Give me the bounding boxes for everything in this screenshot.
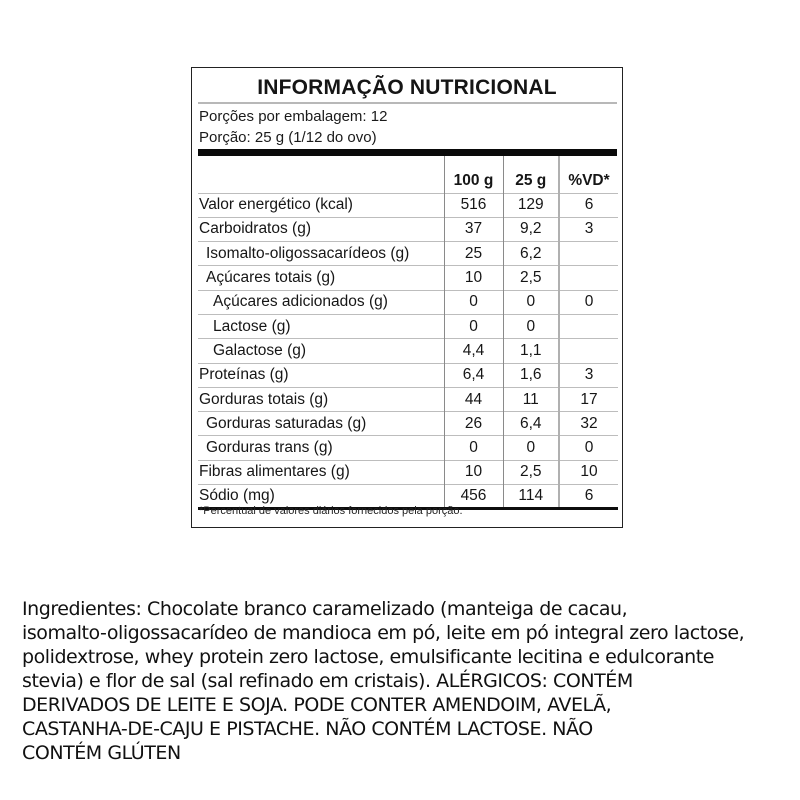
- nutrient-label: Valor energético (kcal): [198, 193, 444, 217]
- table-row: [198, 266, 618, 290]
- table-row: [198, 193, 618, 217]
- nutrient-label: Lactose (g): [198, 314, 444, 338]
- value-per-25g: 1,1: [503, 339, 559, 363]
- value-per-25g: 0: [503, 436, 559, 460]
- value-percent-dv: 3: [559, 217, 618, 241]
- value-per-100g: 4,4: [444, 339, 503, 363]
- nutrient-label: Isomalto-oligossacarídeos (g): [198, 242, 444, 266]
- value-percent-dv: 0: [559, 436, 618, 460]
- value-per-25g: 6,4: [503, 412, 559, 436]
- value-per-25g: 0: [503, 314, 559, 338]
- nutrient-label: Açúcares totais (g): [198, 266, 444, 290]
- table-row: [198, 217, 618, 241]
- value-percent-dv: 6: [559, 193, 618, 217]
- nutrient-label: Carboidratos (g): [198, 217, 444, 241]
- nutrient-label: Gorduras trans (g): [198, 436, 444, 460]
- value-per-100g: 516: [444, 193, 503, 217]
- nutrient-label: Gorduras saturadas (g): [198, 412, 444, 436]
- value-percent-dv: 32: [559, 412, 618, 436]
- table-row: [198, 412, 618, 436]
- value-per-100g: 456: [444, 485, 503, 509]
- value-percent-dv: [559, 266, 618, 290]
- table-row: [198, 387, 618, 411]
- value-percent-dv: [559, 314, 618, 338]
- value-per-25g: 0: [503, 290, 559, 314]
- value-per-25g: 11: [503, 387, 559, 411]
- value-per-100g: 25: [444, 242, 503, 266]
- value-percent-dv: [559, 339, 618, 363]
- nutrient-label: Açúcares adicionados (g): [198, 290, 444, 314]
- serving-size: Porção: 25 g (1/12 do ovo): [199, 129, 377, 146]
- value-per-25g: 6,2: [503, 242, 559, 266]
- value-per-100g: 10: [444, 266, 503, 290]
- table-row: [198, 314, 618, 338]
- value-per-100g: 26: [444, 412, 503, 436]
- column-header-vd: %VD*: [559, 156, 618, 193]
- title-divider: [198, 102, 617, 104]
- value-per-25g: 1,6: [503, 363, 559, 387]
- nutrient-label: Gorduras totais (g): [198, 387, 444, 411]
- table-row: [198, 436, 618, 460]
- ingredients-text: [22, 597, 792, 765]
- value-percent-dv: 3: [559, 363, 618, 387]
- table-row: [198, 242, 618, 266]
- vd-footnote: *Percentual de valores diários fornecidos pela porção.: [199, 505, 463, 517]
- value-per-25g: 129: [503, 193, 559, 217]
- nutrition-table: [198, 156, 618, 510]
- nutrient-label: Galactose (g): [198, 339, 444, 363]
- value-per-100g: 10: [444, 460, 503, 484]
- ingredients-line: Ingredientes: Chocolate branco caramelizado (manteiga de cacau,: [22, 598, 628, 620]
- table-row: [198, 339, 618, 363]
- column-header-25g: 25 g: [503, 156, 559, 193]
- value-per-100g: 0: [444, 290, 503, 314]
- value-per-100g: 44: [444, 387, 503, 411]
- ingredients-line: polidextrose, whey protein zero lactose, emulsificante lecitina e edulcorante: [22, 646, 714, 668]
- nutrient-label: Proteínas (g): [198, 363, 444, 387]
- nutrition-title: INFORMAÇÃO NUTRICIONAL: [257, 76, 557, 99]
- value-per-100g: 0: [444, 436, 503, 460]
- value-per-25g: 9,2: [503, 217, 559, 241]
- header-bar-divider: [198, 149, 617, 156]
- allergens-line: CONTÉM GLÚTEN: [22, 742, 181, 764]
- value-per-25g: 2,5: [503, 460, 559, 484]
- nutrient-label: Sódio (mg): [198, 485, 444, 509]
- column-header-100g: 100 g: [444, 156, 503, 193]
- value-percent-dv: [559, 242, 618, 266]
- column-header-nutrient: [198, 156, 444, 193]
- servings-per-package: Porções por embalagem: 12: [199, 108, 388, 125]
- allergens-line: CASTANHA-DE-CAJU E PISTACHE. NÃO CONTÉM LACTOSE. NÃO: [22, 718, 593, 740]
- nutrient-label: Fibras alimentares (g): [198, 460, 444, 484]
- nutrition-facts-panel: [191, 67, 623, 528]
- table-row: [198, 290, 618, 314]
- value-per-25g: 114: [503, 485, 559, 509]
- value-percent-dv: 17: [559, 387, 618, 411]
- value-per-100g: 6,4: [444, 363, 503, 387]
- ingredients-line: isomalto-oligossacarídeo de mandioca em pó, leite em pó integral zero lactose,: [22, 622, 745, 644]
- value-per-100g: 0: [444, 314, 503, 338]
- table-row: [198, 363, 618, 387]
- value-per-100g: 37: [444, 217, 503, 241]
- table-header-row: [198, 156, 618, 193]
- value-percent-dv: 6: [559, 485, 618, 509]
- value-percent-dv: 10: [559, 460, 618, 484]
- ingredients-line: stevia) e flor de sal (sal refinado em cristais). ALÉRGICOS: CONTÉM: [22, 670, 633, 692]
- value-per-25g: 2,5: [503, 266, 559, 290]
- allergens-line: DERIVADOS DE LEITE E SOJA. PODE CONTER AMENDOIM, AVELÃ,: [22, 694, 612, 716]
- table-row: [198, 460, 618, 484]
- value-percent-dv: 0: [559, 290, 618, 314]
